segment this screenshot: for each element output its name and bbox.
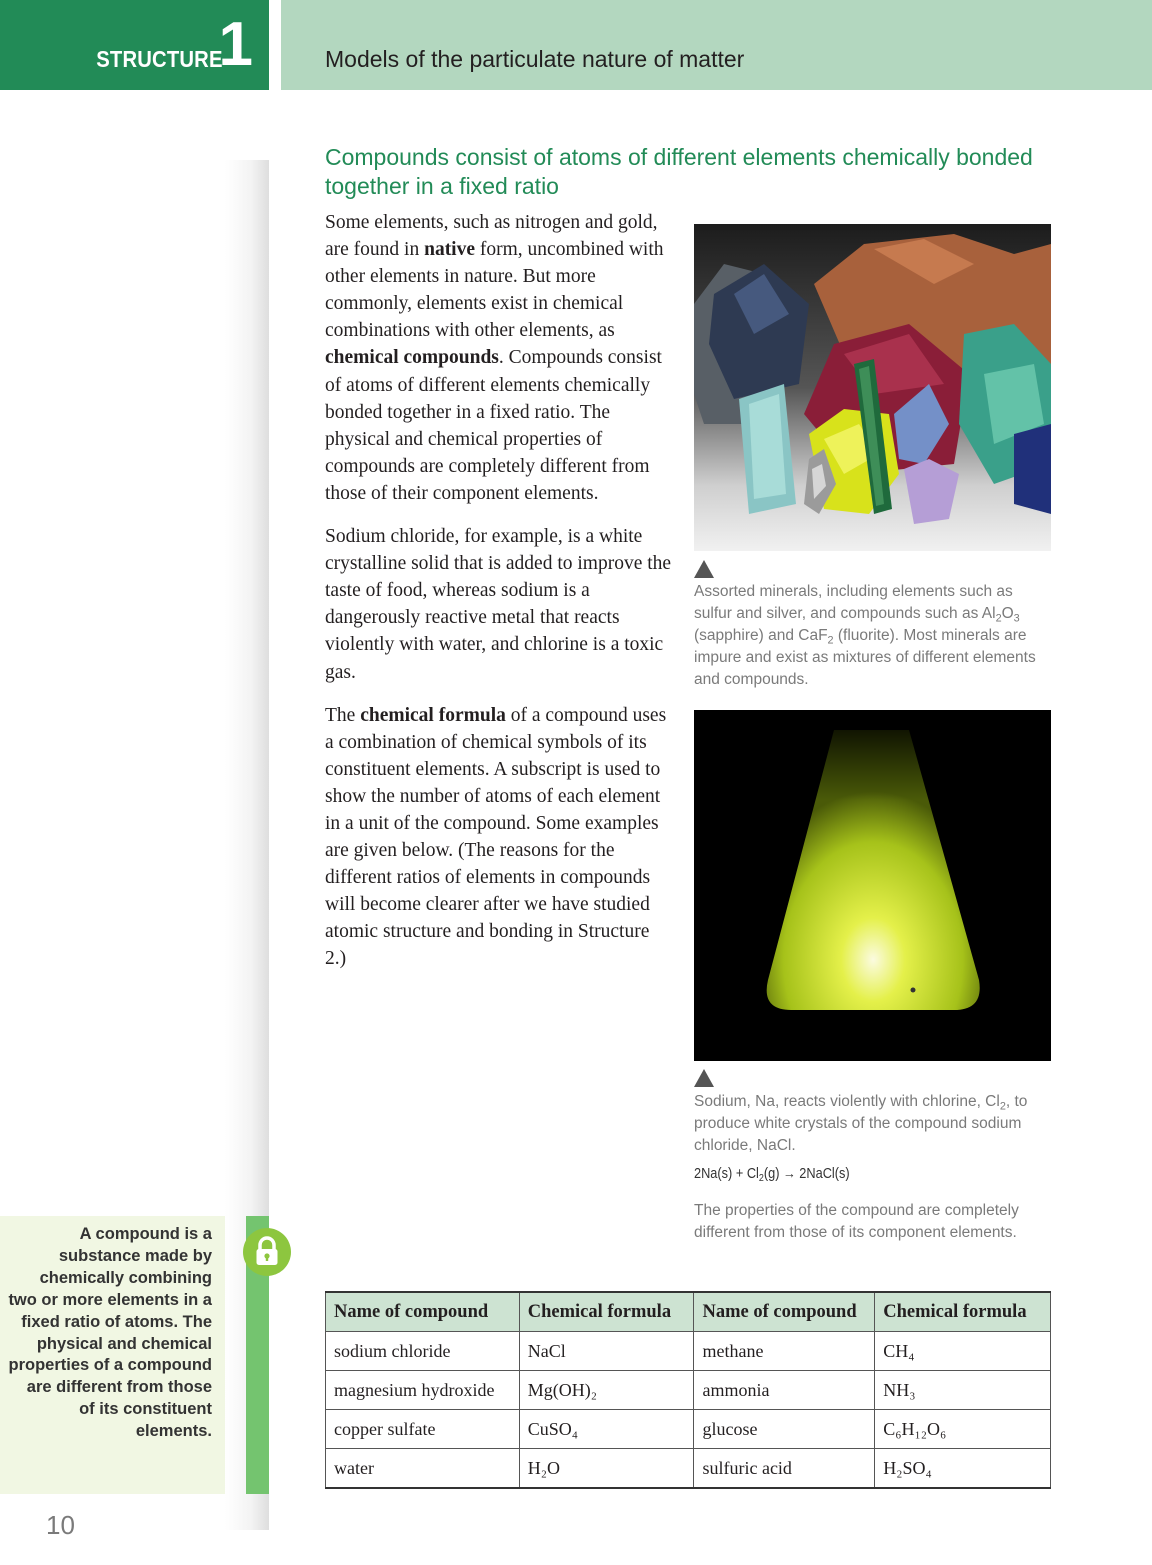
triangle-up-icon (694, 560, 714, 578)
margin-note (0, 1216, 225, 1494)
section-heading: Compounds consist of atoms of different elements chemically bonded together in a fixed ratio (325, 144, 1033, 199)
body-text (325, 209, 675, 989)
compound-name: ammonia (694, 1371, 875, 1410)
term-chemical-formula: chemical formula (360, 704, 506, 726)
compound-name: glucose (694, 1410, 875, 1449)
compound-name: magnesium hydroxide (326, 1371, 520, 1410)
minerals-photo (694, 224, 1051, 551)
chemical-formula: H₂O (519, 1449, 694, 1489)
sodium-caption: Sodium, Na, reacts violently with chlorine, $Cl_2$, to produce white crystals of the compound sodium chloride, NaCl. (694, 1093, 1028, 1154)
section-number: 1 (218, 10, 253, 79)
compounds-table (325, 1291, 1051, 1489)
compound-name: copper sulfate (326, 1410, 520, 1449)
section-tab (0, 0, 269, 90)
chapter-header (281, 0, 1152, 90)
compound-name: sodium chloride (326, 1332, 520, 1371)
table-header: Name of compound (694, 1292, 875, 1332)
term-native: native (424, 239, 476, 261)
minerals-caption: Assorted minerals, including elements such as sulfur and silver, and compounds such as $Al_2O_3$ (sapphire) and CaF$_2$ (fluorite). Most minerals are impure and exist as mixtures of different elements and compounds. (694, 583, 1036, 688)
paragraph-native: Some elements, such as nitrogen and gold, are found in native form, uncombined with other elements in nature. But more commonly, elements exist in chemical combinations with other elements, as chemical compounds. Compounds consist of atoms of different elements chemically bonded together in a fixed ratio. The physical and chemical properties of compounds are completely different from those of their component elements. (325, 212, 664, 504)
compound-name: sulfuric acid (694, 1449, 875, 1489)
table-row (326, 1332, 1051, 1371)
chapter-title: Models of the particulate nature of matter (325, 46, 745, 72)
triangle-up-icon (694, 1069, 714, 1087)
paragraph-chemical-formula: The chemical formula of a compound uses a combination of chemical symbols of its constituent elements. A subscript is used to show the number of atoms of each element in a unit of the compound. Some examples are given below. (The reasons for the different ratios of elements in compounds will become clearer after we have studied atomic structure and bonding in Structure 2.) (325, 704, 667, 970)
chemical-formula: H₂SO₄ (875, 1449, 1051, 1489)
table-header: Name of compound (326, 1292, 520, 1332)
table-header-row (326, 1292, 1051, 1332)
term-chemical-compounds: chemical compounds (325, 347, 499, 369)
table-header: Chemical formula (875, 1292, 1051, 1332)
table-row (326, 1410, 1051, 1449)
chemical-formula: NH₃ (875, 1371, 1051, 1410)
margin-note-text: A compound is a substance made by chemically combining two or more elements in a fixed ratio of atoms. The physical and chemical properties of a compound are different from those of its constituent elements. (8, 1225, 212, 1441)
sodium-chlorine-flask-photo (694, 710, 1051, 1061)
properties-caption: The properties of the compound are completely different from those of its component elements. (694, 1202, 1019, 1241)
chemical-formula: NaCl (519, 1332, 694, 1371)
chemical-formula: CH₄ (875, 1332, 1051, 1371)
table-row (326, 1449, 1051, 1489)
chemical-formula: CuSO₄ (519, 1410, 694, 1449)
reaction-equation: $2Na(s) + Cl_2(g)$ → 2NaCl(s) (694, 1166, 850, 1185)
chemical-formula: Mg(OH)₂ (519, 1371, 694, 1410)
section-label: STRUCTURE (96, 46, 223, 72)
table-header: Chemical formula (519, 1292, 694, 1332)
padlock-icon (243, 1228, 291, 1276)
paragraph-sodium-chloride: Sodium chloride, for example, is a white crystalline solid that is added to improve the taste of food, whereas sodium is a dangerously reactive metal that reacts violently with water, and chlorine is a toxic gas. (325, 526, 672, 683)
table-row (326, 1371, 1051, 1410)
page-number: 10 (46, 1510, 75, 1540)
compound-name: water (326, 1449, 520, 1489)
chemical-formula: C₆H₁₂O₆ (875, 1410, 1051, 1449)
compound-name: methane (694, 1332, 875, 1371)
